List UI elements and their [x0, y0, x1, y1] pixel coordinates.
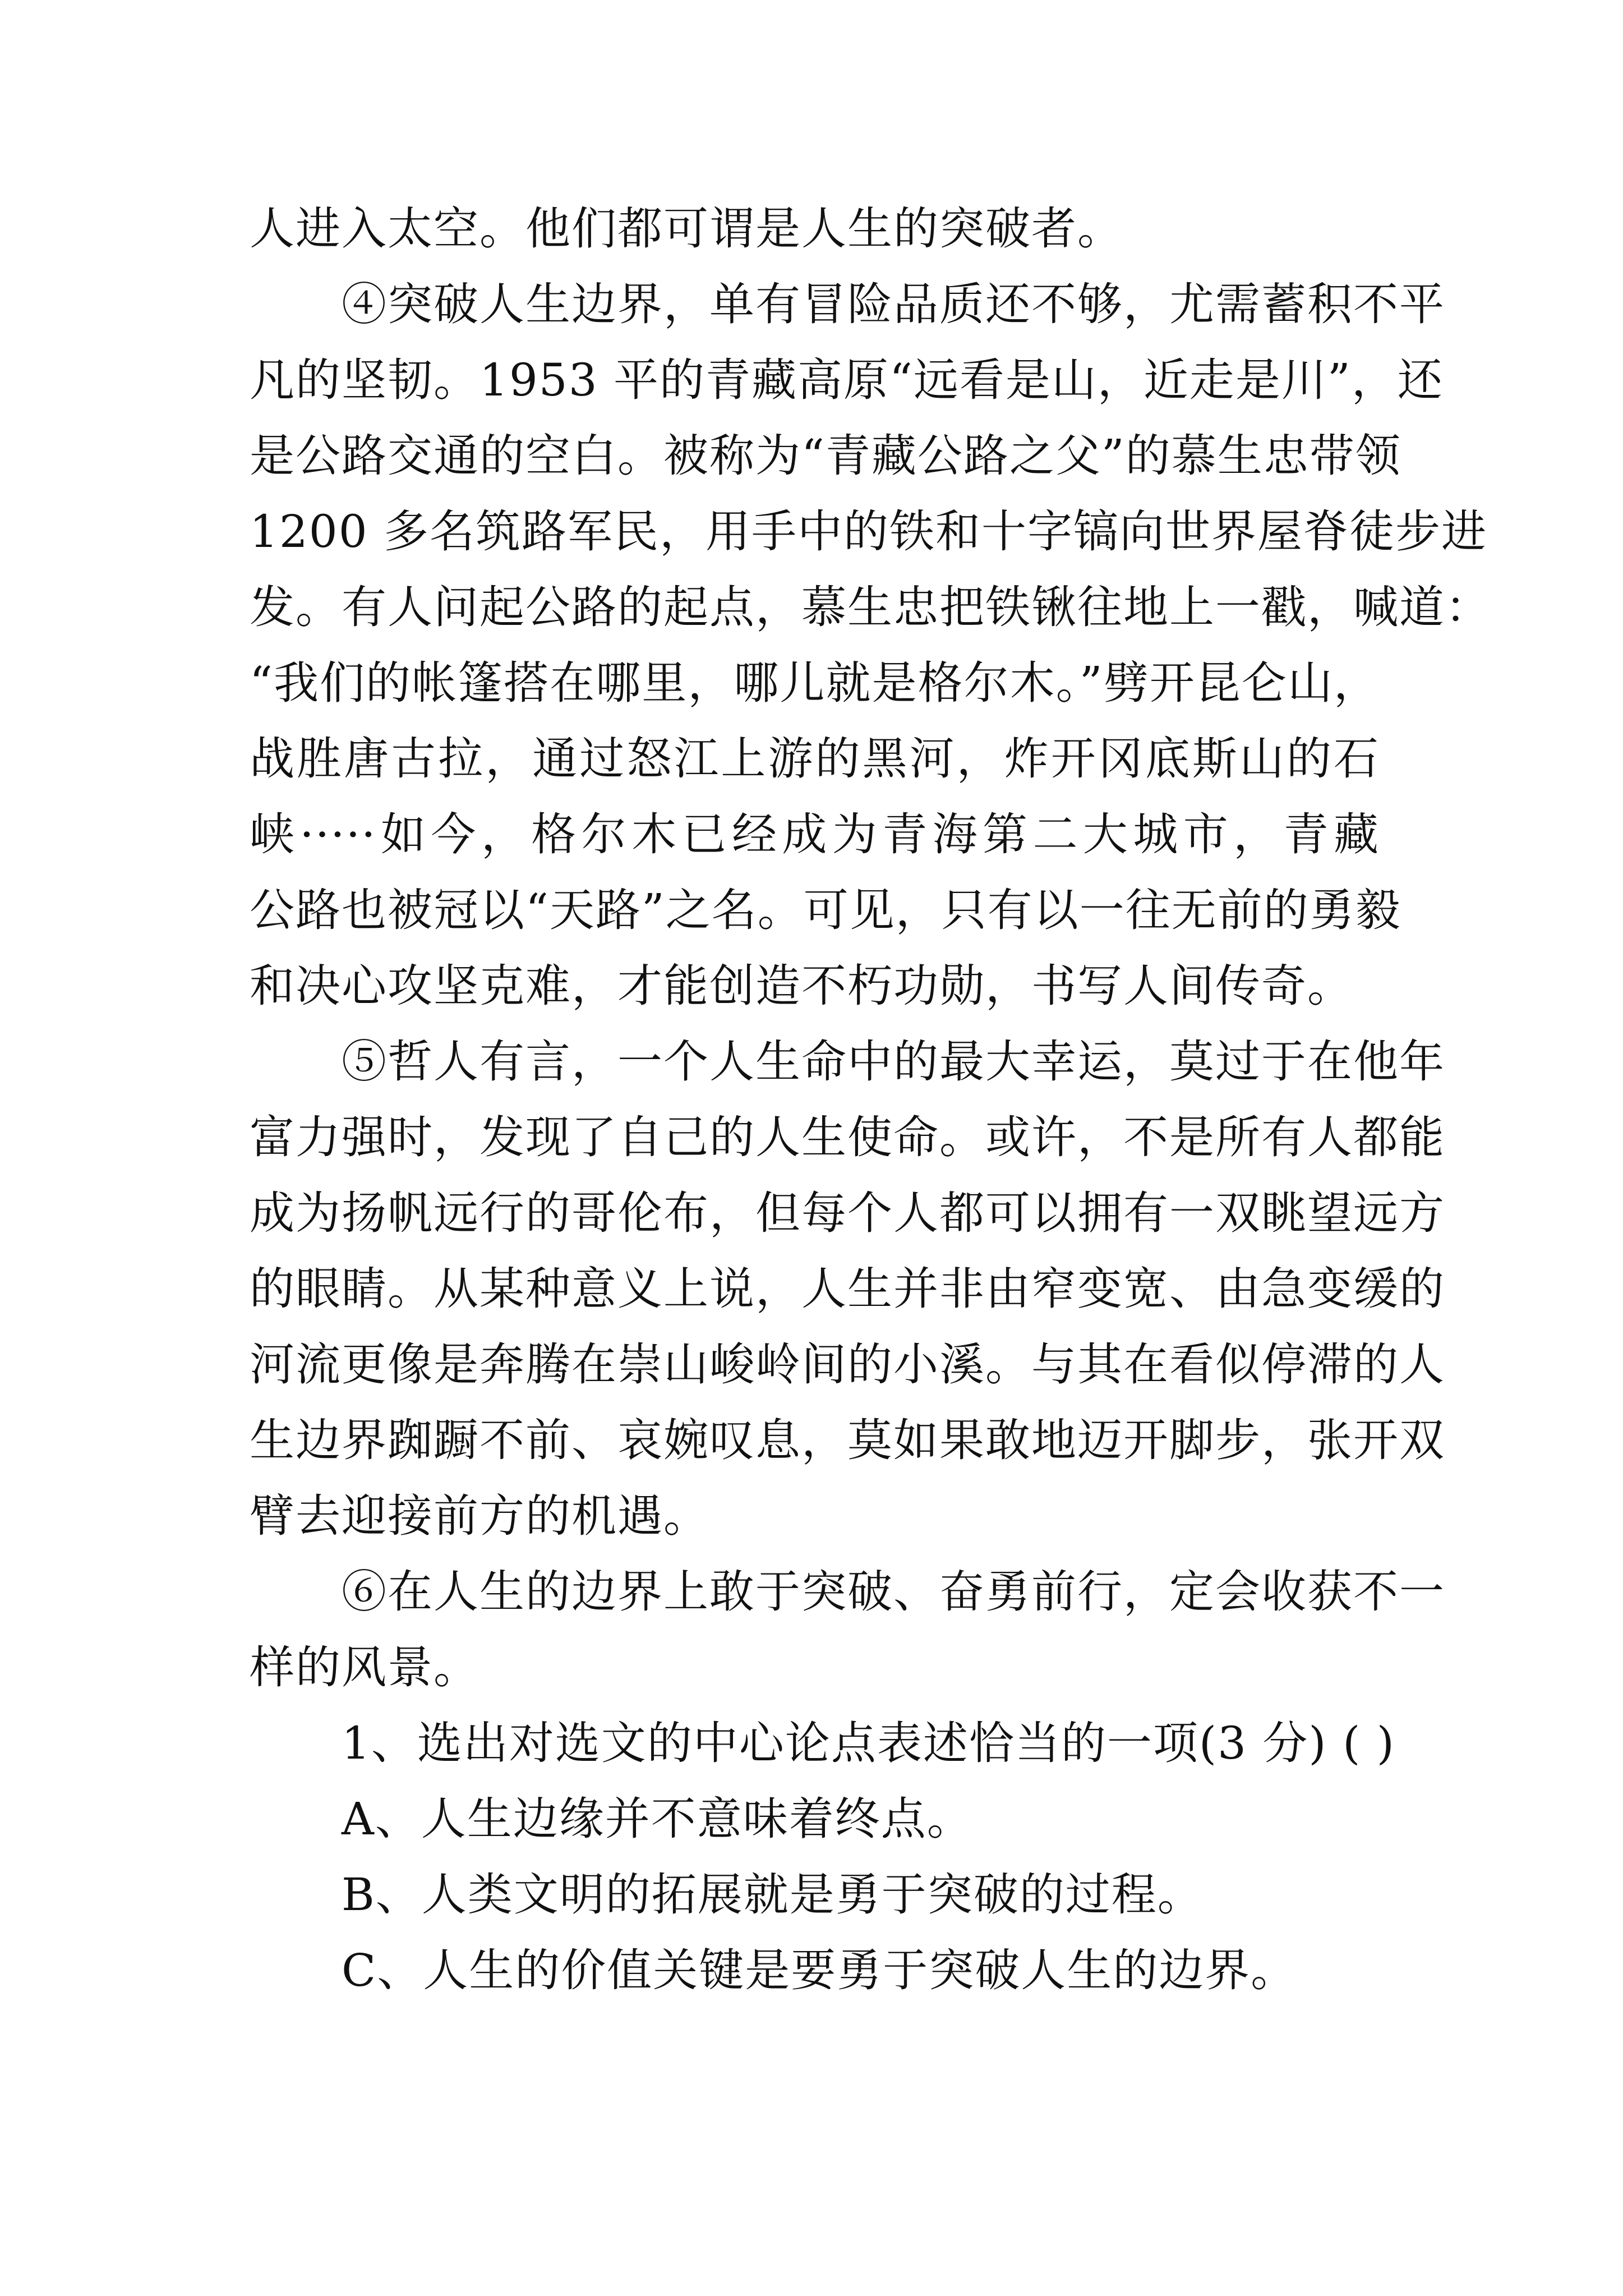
paragraph-line: ⑤哲人有言，一个人生命中的最大幸运，莫过于在他年 [342, 1036, 1445, 1088]
paragraph-line: 臂去迎接前方的机遇。 [250, 1490, 709, 1542]
paragraph-line: 样的风景。 [250, 1641, 479, 1694]
option-a: A、人生边缘并不意味着终点。 [342, 1793, 973, 1845]
paragraph-line: 河流更像是奔腾在崇山峻岭间的小溪。与其在看似停滞的人 [250, 1338, 1445, 1391]
option-c: C、人生的价值关键是要勇于突破人生的边界。 [342, 1944, 1297, 1996]
paragraph-line: 战胜唐古拉，通过怒江上游的黑河，炸开冈底斯山的石 [250, 733, 1380, 785]
paragraph-line: 公路也被冠以“天路”之名。可见，只有以一往无前的勇毅 [250, 884, 1401, 936]
paragraph-line: 峡·····如今，格尔木已经成为青海第二大城市，青藏 [250, 808, 1380, 861]
paragraph-line: 成为扬帆远行的哥伦布，但每个人都可以拥有一双眺望远方 [250, 1187, 1445, 1239]
paragraph-line: “我们的帐篷搭在哪里，哪儿就是格尔木。”劈开昆仑山， [250, 657, 1380, 709]
paragraph-line: 的眼睛。从某种意义上说，人生并非由窄变宽、由急变缓的 [250, 1263, 1445, 1315]
paragraph-line: ⑥在人生的边界上敢于突破、奋勇前行，定会收获不一 [342, 1566, 1445, 1618]
article-body [250, 191, 1491, 2008]
option-b: B、人类文明的拓展就是勇于突破的过程。 [342, 1869, 1204, 1921]
paragraph-line: 人进入太空。他们都可谓是人生的突破者。 [250, 203, 1123, 255]
paragraph-line: 生边界踟蹰不前、哀婉叹息，莫如果敢地迈开脚步，张开双 [250, 1414, 1445, 1466]
paragraph-line: 和决心攻坚克难，才能创造不朽功勋，书写人间传奇。 [250, 960, 1353, 1012]
paragraph-line: 是公路交通的空白。被称为“青藏公路之父”的慕生忠带领 [250, 430, 1401, 482]
paragraph-line: ④突破人生边界，单有冒险品质还不够，尤需蓄积不平 [342, 278, 1445, 330]
paragraph-line: 富力强时，发现了自己的人生使命。或许，不是所有人都能 [250, 1111, 1445, 1163]
paragraph-line: 凡的坚韧。1953 平的青藏高原“远看是山，近走是川”，还 [250, 354, 1444, 406]
question-stem: 1、选出对选文的中心论点表述恰当的一项(3 分) ( ) [342, 1717, 1395, 1769]
paragraph-line: 发。有人问起公路的起点，慕生忠把铁锹往地上一戳，喊道： [250, 581, 1491, 633]
paragraph-line: 1200 多名筑路军民，用手中的铁和十字镐向世界屋脊徒步进 [250, 505, 1488, 558]
